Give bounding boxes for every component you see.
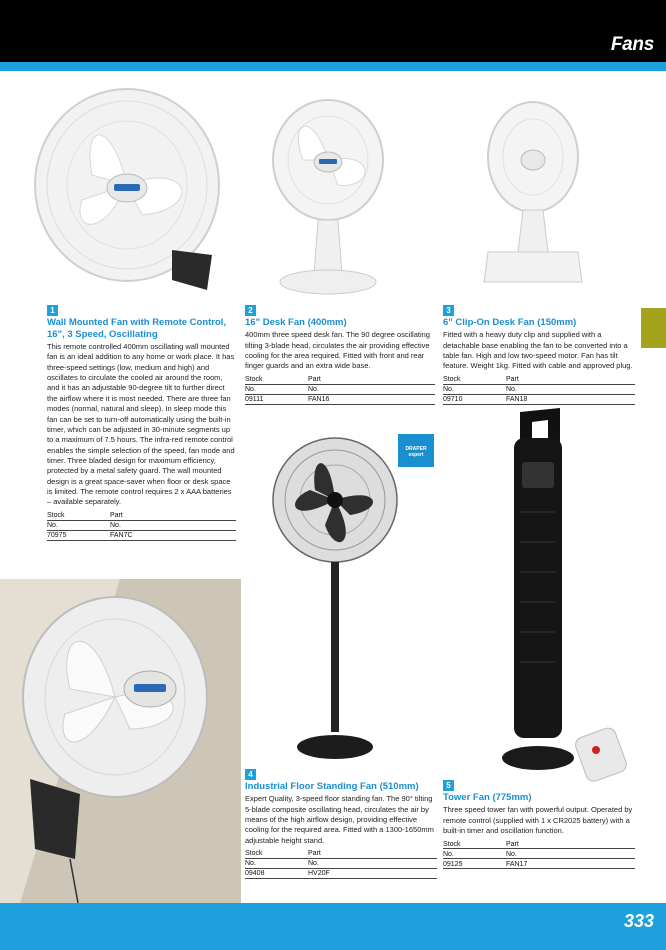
part-number: FAN7C: [110, 530, 236, 540]
page-title: Fans: [610, 34, 654, 55]
tower-fan-image: [500, 402, 630, 782]
product-card: [443, 780, 635, 869]
part-number: FAN18: [506, 394, 635, 404]
product-title: Industrial Floor Standing Fan (510mm): [245, 781, 419, 793]
stock-header-no: No.: [443, 849, 506, 859]
part-header-no: No.: [308, 384, 435, 394]
stock-header-no: No.: [245, 858, 308, 868]
wall-fan-image: [22, 80, 232, 300]
product-title: 6" Clip-On Desk Fan (150mm): [443, 317, 577, 329]
draper-expert-badge: DRAPER expert: [398, 434, 434, 467]
product-description: Expert Quality, 3-speed floor standing fan. The 90° tilting 5-blade composite oscillating head, circulates the air by means of the high airflow design, providing effective cooling for the required area. Fitted with a 1300-1650mm adjustable height stand.: [245, 794, 434, 845]
footer-bar: [0, 903, 666, 950]
product-description: 400mm three speed desk fan. The 90 degree oscillating tilting 3-blade head, circulates the air providing effective cooling for the area required. Fitted with front and rear finger guards and an extra wide base.: [245, 330, 430, 371]
product-description: This remote controlled 400mm oscillating wall mounted fan is an ideal addition to any home or work place. It has three-speed settings (low, medium and high) and oscillates to circulate the cooled air around the room, and it has an adjustable 90-degree tilt to further direct the airflow where it is most needed. There are three fan modes (normal, natural and sleep). In sleep mode this fan can be set to turn-off automatically using the built-in timer, which can be adjusted in 30-minute segments up to a maximum of 7.5 hours. The infra-red remote control enables the simple selection of the speed, fan mode and timer. Three bladed design for maximum efficiency, protected by a metal safety guard. The wall mounted design is a great space-saver when floor or desk space is limited. The remote control requires 2 x AAA batteries – available separately.: [47, 342, 235, 507]
stock-table: [443, 375, 635, 405]
floor-fan-image: [270, 425, 400, 765]
clip-on-fan-image: [478, 92, 588, 292]
part-header: Part: [308, 375, 435, 385]
product-description: Fitted with a heavy duty clip and supplied with a detachable base enabling the fan to be converted into a table fan. High and low two-speed motor. Fan has tilt feature. Weight 1kg. Fitted with cable and approved plug.: [443, 330, 633, 371]
stock-number: 09111: [245, 394, 308, 404]
stock-table: [443, 839, 635, 869]
header-bar: [0, 0, 666, 62]
stock-table: [245, 849, 437, 879]
part-header: Part: [506, 375, 635, 385]
product-number-badge: 5: [443, 780, 454, 791]
part-number: HV20F: [308, 868, 437, 878]
part-header-no: No.: [110, 520, 236, 530]
product-number-badge: 3: [443, 305, 454, 316]
part-header: Part: [308, 849, 437, 859]
product-title: Wall Mounted Fan with Remote Control, 16", 3 Speed, Oscillating: [47, 317, 227, 341]
stock-header: Stock: [245, 849, 308, 859]
part-number: FAN17: [506, 859, 635, 869]
desk-fan-image: [268, 90, 388, 300]
part-header-no: No.: [308, 858, 437, 868]
stock-header-no: No.: [443, 384, 506, 394]
header-accent-stripe: [0, 62, 666, 71]
product-description: Three speed tower fan with powerful output. Operated by remote control (supplied with 1 x CR2025 battery) with a built-in timer and oscillation function.: [443, 805, 633, 835]
stock-header: Stock: [443, 839, 506, 849]
product-card: [245, 769, 437, 879]
product-number-badge: 2: [245, 305, 256, 316]
product-number-badge: 1: [47, 305, 58, 316]
product-card: [443, 305, 635, 405]
stock-header: Stock: [443, 375, 506, 385]
product-title: 16" Desk Fan (400mm): [245, 317, 347, 329]
stock-header: Stock: [47, 511, 110, 521]
stock-table: [47, 511, 236, 541]
product-title: Tower Fan (775mm): [443, 792, 532, 804]
part-header-no: No.: [506, 849, 635, 859]
section-tab: [641, 308, 666, 348]
stock-number: 09710: [443, 394, 506, 404]
page-number: 333: [623, 911, 654, 931]
product-card: [47, 305, 236, 541]
part-header: Part: [506, 839, 635, 849]
stock-number: 70975: [47, 530, 110, 540]
stock-header-no: No.: [47, 520, 110, 530]
product-number-badge: 4: [245, 769, 256, 780]
stock-header: Stock: [245, 375, 308, 385]
part-number: FAN16: [308, 394, 435, 404]
stock-header-no: No.: [245, 384, 308, 394]
part-header-no: No.: [506, 384, 635, 394]
product-card: [245, 305, 435, 405]
part-header: Part: [110, 511, 236, 521]
stock-number: 09125: [443, 859, 506, 869]
stock-number: 09408: [245, 868, 308, 878]
wall-fan-lifestyle-image: [0, 579, 241, 903]
stock-table: [245, 375, 435, 405]
